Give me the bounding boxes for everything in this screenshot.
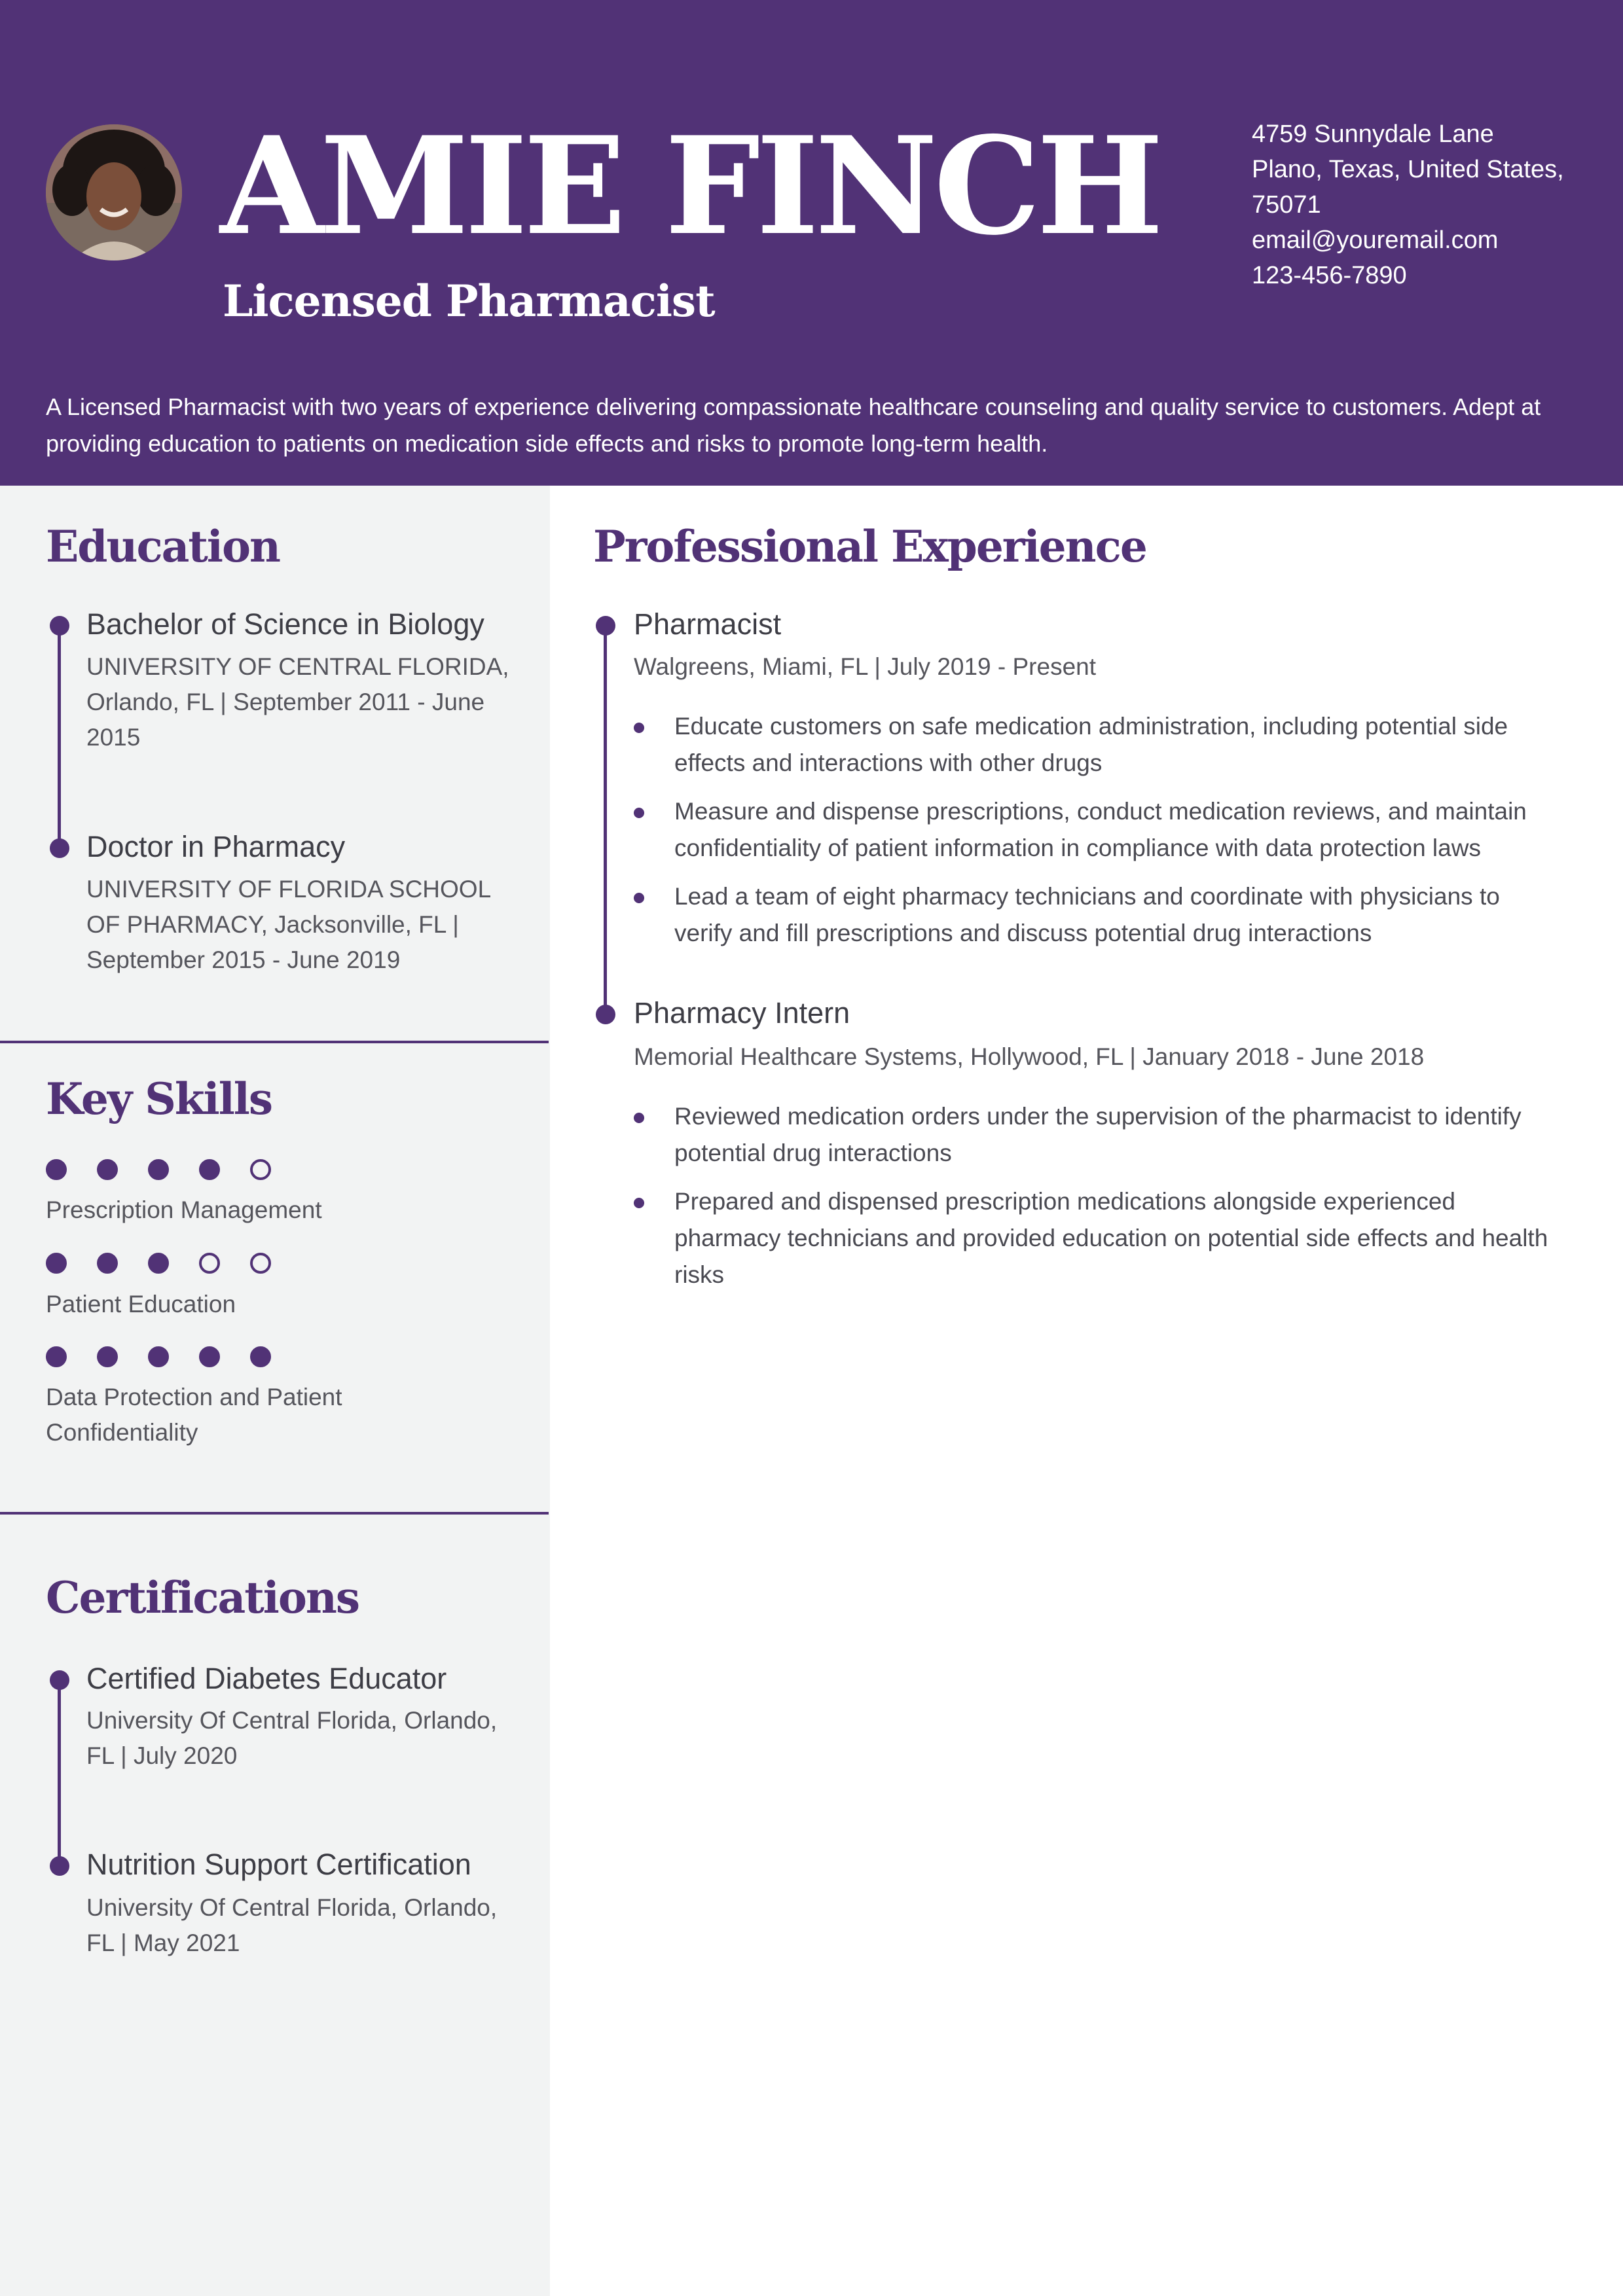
timeline-dot — [50, 616, 69, 636]
job-bullets — [634, 1098, 1563, 1305]
skill-dot-filled — [148, 1159, 169, 1180]
timeline-dot — [50, 1670, 69, 1690]
skill-dot-filled — [97, 1346, 118, 1367]
bullet-item — [634, 793, 1563, 867]
skill-dot-filled — [97, 1253, 118, 1274]
resume-header — [0, 0, 1623, 486]
contact-info — [1252, 117, 1592, 293]
address-line-3: 75071 — [1252, 191, 1321, 219]
skill-dot-filled — [46, 1159, 67, 1180]
section-divider — [0, 1041, 549, 1043]
job-title-entry: Pharmacist — [634, 607, 782, 641]
bullet-item — [634, 878, 1563, 952]
bullet-text: Measure and dispense prescriptions, conduct medication reviews, and maintain confidentiality of patient information in compliance with data protection laws — [674, 798, 1527, 861]
bullet-item — [634, 1183, 1563, 1293]
certification-name: Certified Diabetes Educator — [86, 1662, 447, 1695]
bullet-dot-icon — [634, 1113, 644, 1123]
profile-photo — [46, 124, 182, 260]
section-divider — [0, 1512, 549, 1515]
skills-heading: Key Skills — [46, 1073, 272, 1124]
skill-dot-filled — [199, 1159, 220, 1180]
experience-timeline-line — [604, 626, 607, 1014]
skill-name: Patient Education — [46, 1291, 236, 1318]
skill-dot-filled — [250, 1346, 271, 1367]
email: email@youremail.com — [1252, 226, 1499, 254]
timeline-dot — [596, 616, 615, 636]
address-line-1: 4759 Sunnydale Lane — [1252, 120, 1494, 148]
address-line-2: Plano, Texas, United States, — [1252, 156, 1564, 183]
timeline-dot — [50, 838, 69, 858]
skill-dot-empty — [250, 1253, 271, 1274]
skill-dot-filled — [148, 1253, 169, 1274]
bullet-text: Reviewed medication orders under the supervision of the pharmacist to identify potential drug interactions — [674, 1103, 1522, 1166]
certification-details: University Of Central Florida, Orlando, FL | May 2021 — [86, 1894, 498, 1956]
skill-dot-filled — [97, 1159, 118, 1180]
education-heading: Education — [46, 521, 280, 572]
profile-summary: A Licensed Pharmacist with two years of experience delivering compassionate healthcare counseling and quality service to customers. Adept at providing education to patients on medication side effects and risks to promote long-term health. — [46, 393, 1541, 457]
skill-dot-empty — [250, 1159, 271, 1180]
timeline-dot — [596, 1005, 615, 1024]
bullet-dot-icon — [634, 723, 644, 733]
job-meta: Walgreens, Miami, FL | July 2019 - Present — [634, 653, 1097, 680]
skill-name: Prescription Management — [46, 1196, 322, 1223]
skill-name: Data Protection and Patient Confidentiality — [46, 1384, 342, 1446]
job-title-entry: Pharmacy Intern — [634, 996, 850, 1030]
certification-name: Nutrition Support Certification — [86, 1848, 471, 1881]
education-timeline-line — [58, 626, 61, 848]
certification-details: University Of Central Florida, Orlando, FL | July 2020 — [86, 1707, 498, 1769]
skill-dot-filled — [46, 1253, 67, 1274]
bullet-dot-icon — [634, 1198, 644, 1208]
certifications-timeline-line — [58, 1680, 61, 1866]
job-meta: Memorial Healthcare Systems, Hollywood, FL | January 2018 - June 2018 — [634, 1043, 1425, 1070]
bullet-text: Prepared and dispensed prescription medications alongside experienced pharmacy technicians and provided education on potential side effects and health risks — [674, 1188, 1548, 1288]
bullet-item — [634, 1098, 1563, 1172]
bullet-dot-icon — [634, 808, 644, 818]
education-details: UNIVERSITY OF FLORIDA SCHOOL OF PHARMACY, Jacksonville, FL | September 2015 - June 2019 — [86, 876, 490, 973]
experience-heading: Professional Experience — [593, 521, 1146, 572]
bullet-dot-icon — [634, 893, 644, 903]
education-details: UNIVERSITY OF CENTRAL FLORIDA, Orlando, FL | September 2011 - June 2015 — [86, 653, 509, 751]
certifications-heading: Certifications — [46, 1572, 359, 1623]
education-degree: Doctor in Pharmacy — [86, 830, 346, 863]
phone: 123-456-7890 — [1252, 262, 1407, 289]
education-degree: Bachelor of Science in Biology — [86, 607, 484, 641]
job-title: Licensed Pharmacist — [223, 276, 715, 327]
timeline-dot — [50, 1856, 69, 1876]
bullet-text: Educate customers on safe medication administration, including potential side effects and interactions with other drugs — [674, 713, 1508, 776]
skill-dot-empty — [199, 1253, 220, 1274]
skill-dot-filled — [46, 1346, 67, 1367]
skill-dot-filled — [148, 1346, 169, 1367]
job-bullets — [634, 708, 1563, 963]
bullet-item — [634, 708, 1563, 781]
skill-dot-filled — [199, 1346, 220, 1367]
candidate-name: AMIE FINCH — [220, 108, 1160, 265]
bullet-text: Lead a team of eight pharmacy technicians and coordinate with physicians to verify and fill prescriptions and discuss potential drug interactions — [674, 883, 1500, 946]
